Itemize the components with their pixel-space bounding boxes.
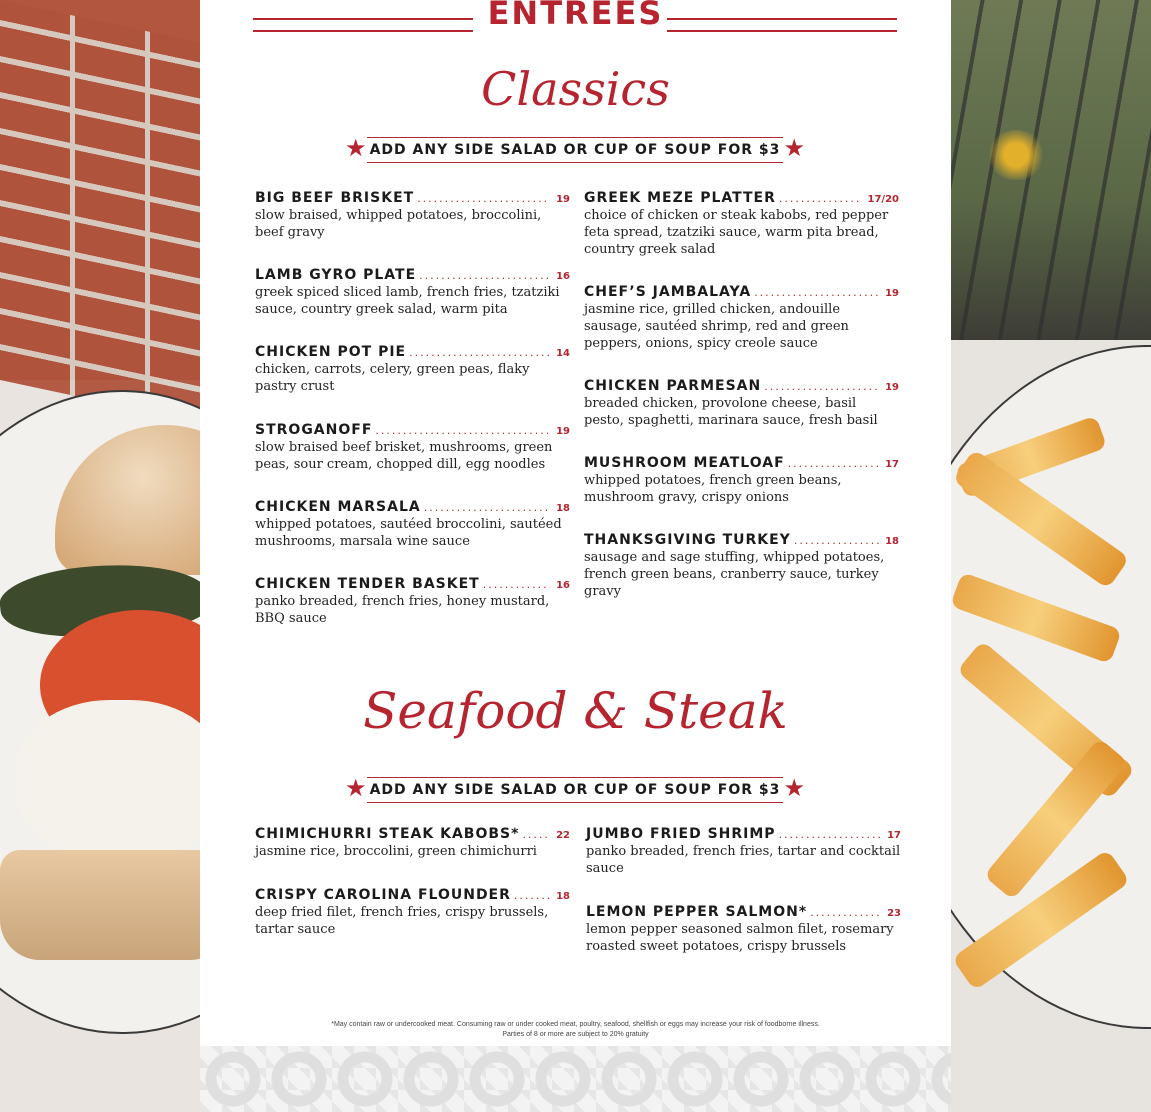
footnote-gratuity: Parties of 8 or more are subject to 20% gratuity [502, 1031, 649, 1038]
menu-item [584, 378, 899, 429]
item-description: deep fried filet, french fries, crispy brussels, tartar sauce [255, 905, 549, 937]
item-description: slow braised, whipped potatoes, broccolini, beef gravy [255, 208, 542, 240]
leader-dots [794, 534, 879, 547]
item-name: JUMBO FRIED SHRIMP [586, 826, 776, 842]
item-price: 16 [556, 580, 570, 591]
item-price: 19 [885, 382, 899, 393]
item-price: 19 [556, 426, 570, 437]
section-title-classics: Classics [481, 62, 670, 116]
item-description: panko breaded, french fries, tartar and cocktail sauce [586, 844, 901, 876]
decorative-pattern [200, 1046, 951, 1112]
item-description: sausage and sage stuffing, whipped potatoes, french green beans, cranberry sauce, turkey gravy [584, 550, 885, 599]
item-name: STROGANOFF [255, 422, 373, 438]
item-name: BIG BEEF BRISKET [255, 190, 415, 206]
item-name: CHICKEN POT PIE [255, 344, 407, 360]
menu-item [584, 532, 899, 600]
section-title-seafood-steak: Seafood & Steak [363, 682, 788, 740]
menu-item [255, 190, 570, 241]
item-description: jasmine rice, broccolini, green chimichurri [255, 844, 537, 859]
item-price: 19 [556, 194, 570, 205]
star-icon: ★ [783, 776, 805, 802]
item-name: THANKSGIVING TURKEY [584, 532, 791, 548]
item-price: 22 [556, 830, 570, 841]
item-description: choice of chicken or steak kabobs, red pepper feta spread, tzatziki sauce, warm pita bread, country greek salad [584, 208, 889, 257]
item-name: CHICKEN PARMESAN [584, 378, 762, 394]
item-name: CHICKEN MARSALA [255, 499, 421, 515]
item-description: panko breaded, french fries, honey mustard, BBQ sauce [255, 594, 550, 626]
menu-item [586, 904, 901, 955]
menu-item [584, 284, 899, 352]
flowers-image [986, 130, 1046, 180]
classics-banner [345, 136, 805, 164]
item-price: 14 [556, 348, 570, 359]
item-name: GREEK MEZE PLATTER [584, 190, 776, 206]
item-description: whipped potatoes, french green beans, mushroom gravy, crispy onions [584, 473, 842, 505]
item-description: slow braised beef brisket, mushrooms, green peas, sour cream, chopped dill, egg noodles [255, 440, 553, 472]
item-price: 18 [556, 503, 570, 514]
background-photo-left [0, 0, 205, 1112]
menu-item [586, 826, 901, 877]
banner-text: ADD ANY SIDE SALAD OR CUP OF SOUP FOR $3 [367, 777, 783, 803]
leader-dots [810, 906, 881, 919]
mozzarella-image [15, 700, 205, 860]
star-icon: ★ [345, 136, 367, 162]
menu-item [255, 422, 570, 473]
menu-item [255, 826, 570, 860]
item-price: 18 [556, 891, 570, 902]
leader-dots [779, 192, 862, 205]
item-name: LEMON PEPPER SALMON* [586, 904, 808, 920]
item-price: 18 [885, 536, 899, 547]
sandwich-bottom-bun-image [0, 850, 205, 960]
menu-item [255, 576, 570, 627]
item-description: breaded chicken, provolone cheese, basil pesto, spaghetti, marinara sauce, fresh basil [584, 396, 878, 428]
star-icon: ★ [345, 776, 367, 802]
item-name: CHEF’S JAMBALAYA [584, 284, 752, 300]
leader-dots [779, 828, 882, 841]
leader-dots [754, 286, 879, 299]
item-price: 23 [887, 908, 901, 919]
item-description: whipped potatoes, sautéed broccolini, sautéed mushrooms, marsala wine sauce [255, 517, 562, 549]
page-title: ENTREES [487, 0, 664, 32]
leader-dots [522, 828, 550, 841]
banner-text: ADD ANY SIDE SALAD OR CUP OF SOUP FOR $3 [367, 137, 783, 163]
leader-dots [409, 346, 550, 359]
item-price: 16 [556, 271, 570, 282]
footnote [200, 1020, 951, 1040]
menu-page [200, 0, 951, 1112]
footnote-disclaimer: *May contain raw or undercooked meat. Consuming raw or under cooked meat, poultry, seafood, shellfish or eggs may increase your risk of foodborne illness. [331, 1021, 820, 1028]
leader-dots [514, 889, 550, 902]
menu-item [584, 455, 899, 506]
leader-dots [483, 578, 550, 591]
item-description: lemon pepper seasoned salmon filet, rosemary roasted sweet potatoes, crispy brussels [586, 922, 894, 954]
menu-item [584, 190, 899, 258]
leader-dots [419, 269, 550, 282]
leader-dots [424, 501, 550, 514]
seafood-banner [345, 776, 805, 804]
item-price: 17 [887, 830, 901, 841]
item-description: chicken, carrots, celery, green peas, flaky pastry crust [255, 362, 530, 394]
menu-item [255, 887, 570, 938]
item-price: 19 [885, 288, 899, 299]
fence-image [946, 0, 1151, 340]
leader-dots [764, 380, 879, 393]
background-photo-right [946, 0, 1151, 1112]
leader-dots [788, 457, 879, 470]
item-description: jasmine rice, grilled chicken, andouille sausage, sautéed shrimp, red and green peppers, onions, spicy creole sauce [584, 302, 849, 351]
leader-dots [375, 424, 550, 437]
star-icon: ★ [783, 136, 805, 162]
item-price: 17 [885, 459, 899, 470]
item-description: greek spiced sliced lamb, french fries, tzatziki sauce, country greek salad, warm pita [255, 285, 560, 317]
item-name: MUSHROOM MEATLOAF [584, 455, 785, 471]
item-price: 17/20 [867, 194, 899, 205]
item-name: CRISPY CAROLINA FLOUNDER [255, 887, 511, 903]
menu-item [255, 499, 570, 550]
leader-dots [417, 192, 550, 205]
menu-item [255, 267, 570, 318]
item-name: CHICKEN TENDER BASKET [255, 576, 480, 592]
menu-item [255, 344, 570, 395]
item-name: CHIMICHURRI STEAK KABOBS* [255, 826, 520, 842]
item-name: LAMB GYRO PLATE [255, 267, 417, 283]
brick-wall-image [0, 0, 205, 424]
